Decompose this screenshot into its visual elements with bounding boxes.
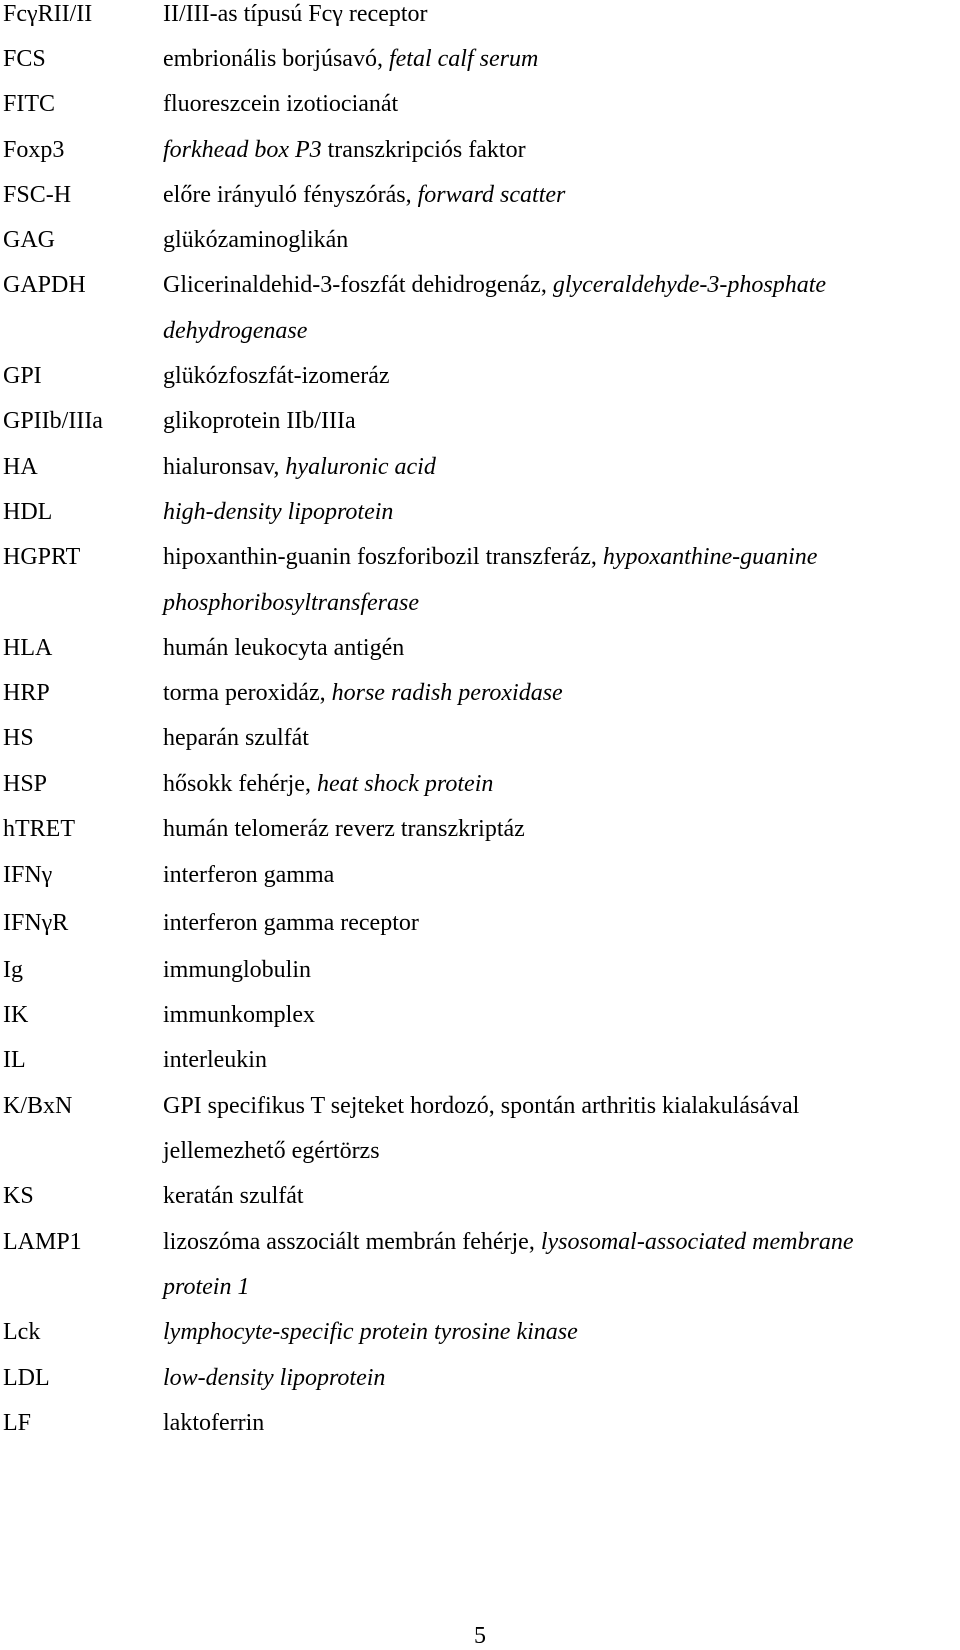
abbreviation-term: HDL — [3, 499, 53, 525]
abbreviation-definition: GPI specifikus T sejteket hordozó, spontán arthritis kialakulásával — [163, 1093, 800, 1119]
abbreviation-term: HS — [3, 725, 34, 751]
abbreviation-definition: Glicerinaldehid-3-foszfát dehidrogenáz, glyceraldehyde-3-phosphate — [163, 272, 827, 298]
abbreviation-term: GAPDH — [3, 272, 86, 298]
abbreviation-definition: keratán szulfát — [163, 1183, 304, 1209]
definition-continuation: protein 1 — [163, 1274, 250, 1300]
abbreviation-term: KS — [3, 1183, 34, 1209]
abbreviation-definition: fluoreszcein izotiocianát — [163, 91, 399, 117]
abbreviation-term: LAMP1 — [3, 1229, 82, 1255]
abbreviation-term: IL — [3, 1047, 26, 1073]
abbreviation-term: Ig — [3, 957, 23, 983]
abbreviation-definition: lymphocyte-specific protein tyrosine kinase — [163, 1319, 578, 1345]
abbreviation-term: Foxp3 — [3, 137, 65, 163]
abbreviation-term: Lck — [3, 1319, 41, 1345]
abbreviation-definition: heparán szulfát — [163, 725, 309, 751]
abbreviation-term: FSC-H — [3, 182, 72, 208]
abbreviation-definition: glikoprotein IIb/IIIa — [163, 408, 356, 434]
abbreviation-definition: torma peroxidáz, horse radish peroxidase — [163, 680, 563, 706]
abbreviation-definition: glükózaminoglikán — [163, 227, 349, 253]
abbreviation-term: GPIIb/IIIa — [3, 408, 103, 434]
abbreviation-definition: immunkomplex — [163, 1002, 315, 1028]
abbreviation-definition: immunglobulin — [163, 957, 312, 983]
abbreviation-term: HRP — [3, 680, 50, 706]
abbreviation-term: HA — [3, 454, 38, 480]
abbreviation-term: GAG — [3, 227, 55, 253]
abbreviation-definition: interleukin — [163, 1047, 267, 1073]
abbreviation-term: IFNγ — [3, 862, 53, 888]
abbreviation-definition: interferon gamma — [163, 862, 335, 888]
abbreviation-definition: hialuronsav, hyaluronic acid — [163, 454, 436, 480]
abbreviation-term: HSP — [3, 771, 48, 797]
abbreviation-term: HGPRT — [3, 544, 81, 570]
abbreviation-definition: embrionális borjúsavó, fetal calf serum — [163, 46, 539, 72]
abbreviation-term: FCS — [3, 46, 46, 72]
abbreviation-term: GPI — [3, 363, 42, 389]
abbreviation-definition: előre irányuló fényszórás, forward scatter — [163, 182, 566, 208]
abbreviation-definition: humán telomeráz reverz transzkriptáz — [163, 816, 525, 842]
abbreviation-definition: interferon gamma receptor — [163, 910, 419, 936]
abbreviation-term: K/BxN — [3, 1093, 73, 1119]
definition-continuation: phosphoribosyltransferase — [163, 590, 420, 616]
definition-continuation: jellemezhető egértörzs — [163, 1138, 380, 1164]
abbreviation-term: IK — [3, 1002, 29, 1028]
abbreviation-definition: hipoxanthin-guanin foszforibozil transzferáz, hypoxanthine-guanine — [163, 544, 818, 570]
definition-continuation: dehydrogenase — [163, 318, 308, 344]
abbreviation-definition: glükózfoszfát-izomeráz — [163, 363, 390, 389]
abbreviation-term: LF — [3, 1410, 32, 1436]
abbreviation-definition: laktoferrin — [163, 1410, 265, 1436]
page-number: 5 — [474, 1623, 486, 1649]
abbreviation-term: hTRET — [3, 816, 75, 842]
abbreviation-definition: high-density lipoprotein — [163, 499, 394, 525]
abbreviation-definition: II/III-as típusú Fcγ receptor — [163, 1, 428, 27]
abbreviation-definition: forkhead box P3 transzkripciós faktor — [163, 137, 526, 163]
abbreviation-term: IFNγR — [3, 910, 69, 936]
abbreviation-term: HLA — [3, 635, 53, 661]
abbreviation-definition: lizoszóma asszociált membrán fehérje, lysosomal-associated membrane — [163, 1229, 854, 1255]
abbreviation-term: LDL — [3, 1365, 50, 1391]
abbreviation-definition: low-density lipoprotein — [163, 1365, 386, 1391]
abbreviation-definition: humán leukocyta antigén — [163, 635, 405, 661]
abbreviation-term: FITC — [3, 91, 56, 117]
abbreviation-term: FcγRII/II — [3, 1, 93, 27]
abbreviation-definition: hősokk fehérje, heat shock protein — [163, 771, 494, 797]
